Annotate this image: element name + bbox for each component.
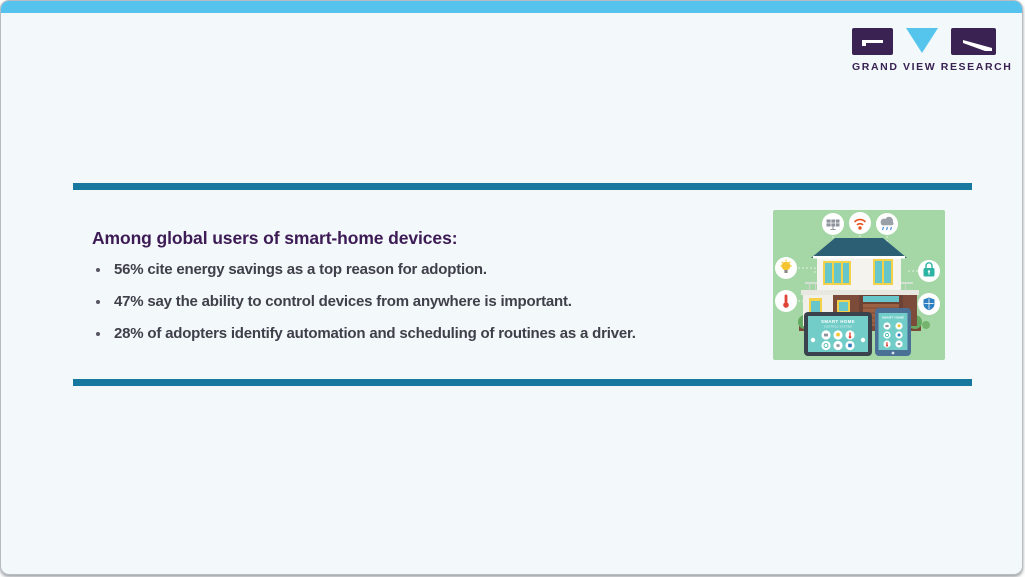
light-bulb-icon (775, 257, 797, 279)
thermometer-icon (775, 290, 797, 312)
phone-device (875, 308, 911, 356)
phone-title: SMART HOME (881, 315, 905, 320)
brand-logo (852, 28, 1013, 73)
tablet-device (804, 312, 872, 356)
tablet-next-arrow (861, 338, 865, 342)
tablet-title: SMART HOME (820, 319, 856, 324)
tablet-subtitle: CONTROL SYSTEM (823, 325, 853, 329)
bullet-item (96, 262, 636, 277)
page-title: Among global users of smart-home devices: (92, 228, 458, 248)
divider-bottom (73, 379, 972, 386)
bullet-item (96, 326, 636, 341)
bullet-text: 47% say the ability to control devices from anywhere is important. (114, 293, 572, 310)
logo-r-block (951, 28, 996, 55)
logo-marks (852, 28, 996, 55)
bullet-dot (96, 300, 100, 304)
bullet-text: 28% of adopters identify automation and scheduling of routines as a driver. (114, 325, 636, 342)
smart-home-illustration (773, 210, 945, 360)
divider-top (73, 183, 972, 190)
bullet-list (96, 262, 636, 358)
bullet-text: 56% cite energy savings as a top reason for adoption. (114, 261, 487, 278)
brand-name: GRAND VIEW RESEARCH (852, 61, 1013, 73)
rain-cloud-icon (876, 213, 898, 235)
logo-v-mark (906, 28, 938, 53)
shield-icon (918, 293, 940, 315)
bullet-dot (96, 268, 100, 272)
lock-icon (918, 260, 940, 282)
wifi-icon (849, 212, 871, 234)
tablet-prev-arrow (811, 338, 815, 342)
solar-panel-icon (822, 213, 844, 235)
logo-g-block (852, 28, 893, 55)
top-accent-bar (1, 1, 1022, 13)
phone-home-button (892, 352, 895, 355)
bullet-dot (96, 332, 100, 336)
bullet-item (96, 294, 636, 309)
